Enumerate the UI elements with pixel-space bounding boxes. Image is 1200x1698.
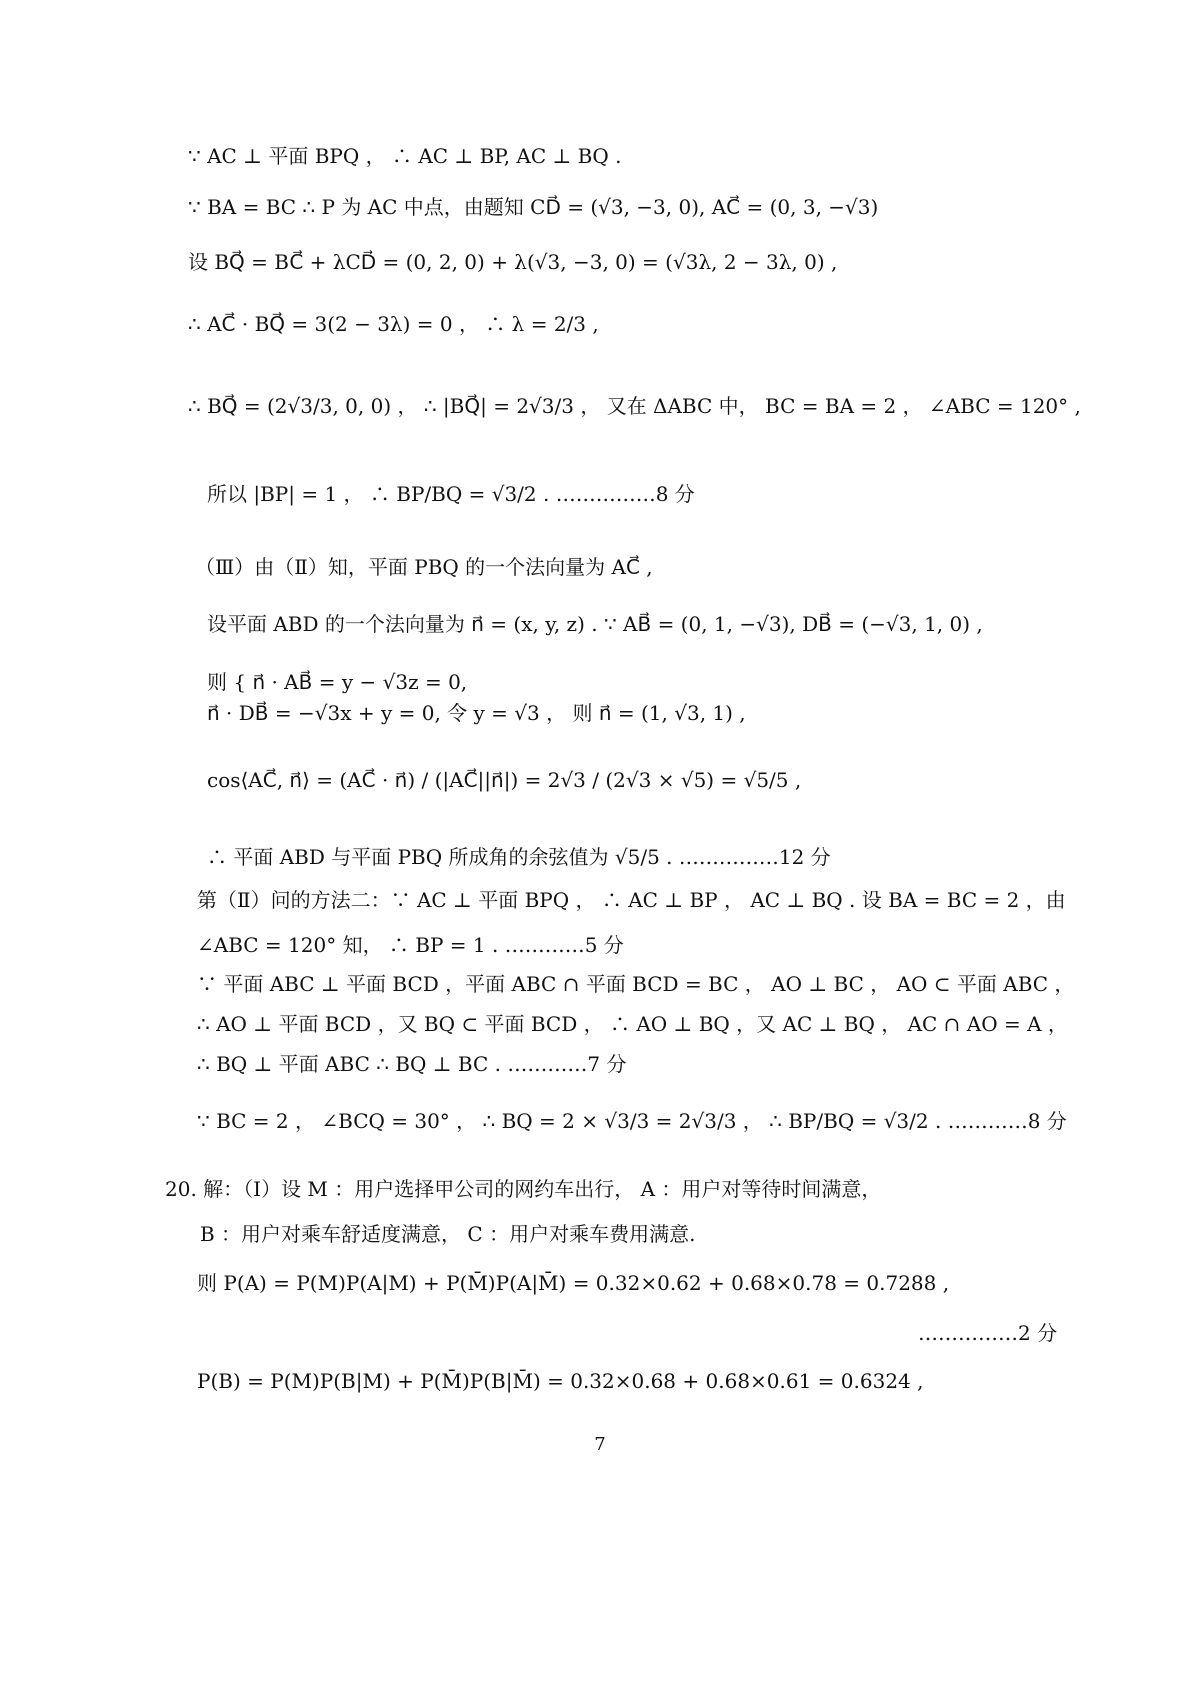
- text-line: ∵ BC = 2 ， ∠BCQ = 30° ， ∴ BQ = 2 × √3/3 = 2√3/3 ， ∴ BP/BQ = √3/2 . …………8 分: [197, 1109, 1067, 1133]
- text-line: 设 BQ⃗ = BC⃗ + λCD⃗ = (0, 2, 0) + λ(√3, −3, 0) = (√3λ, 2 − 3λ, 0) ,: [188, 250, 838, 274]
- text-line: ∴ AC⃗ · BQ⃗ = 3(2 − 3λ) = 0 ， ∴ λ = 2/3 ,: [188, 312, 599, 336]
- section-heading: （Ⅲ）由（Ⅱ）知，平面 PBQ 的一个法向量为 AC⃗ ,: [195, 555, 653, 579]
- text-line: cos⟨AC⃗, n⃗⟩ = (AC⃗ · n⃗) / (|AC⃗||n⃗|) = 2√3 / (2√3 × √5) = √5/5 ,: [207, 768, 802, 792]
- text-line: ∴ BQ⃗ = (2√3/3, 0, 0) ， ∴ |BQ⃗| = 2√3/3 ， 又在 ΔABC 中， BC = BA = 2 ， ∠ABC = 120° ,: [188, 394, 1081, 418]
- score-marker: ……………2 分: [918, 1321, 1058, 1345]
- text-line: P(B) = P(M)P(B|M) + P(M̄)P(B|M̄) = 0.32×0.68 + 0.68×0.61 = 0.6324 ,: [197, 1369, 924, 1393]
- text-line: B ：用户对乘车舒适度满意， C ：用户对乘车费用满意.: [200, 1222, 696, 1246]
- text-line: ∵ AC ⊥ 平面 BPQ ， ∴ AC ⊥ BP, AC ⊥ BQ .: [188, 144, 622, 168]
- text-line: ∵ 平面 ABC ⊥ 平面 BCD ，平面 ABC ∩ 平面 BCD = BC ， AO ⊥ BC ， AO ⊂ 平面 ABC ，: [197, 972, 1075, 996]
- equation-system-line: n⃗ · DB⃗ = −√3x + y = 0, 令 y = √3 ， 则 n⃗ = (1, √3, 1) ,: [207, 701, 746, 725]
- problem-heading: 20. 解：（Ⅰ）设 M ：用户选择甲公司的网约车出行， A ：用户对等待时间满意，: [165, 1177, 882, 1201]
- text-line: ∵ BA = BC ∴ P 为 AC 中点，由题知 CD⃗ = (√3, −3, 0), AC⃗ = (0, 3, −√3): [188, 195, 879, 219]
- text-line: ∴ 平面 ABD 与平面 PBQ 所成角的余弦值为 √5/5 . ……………12 分: [207, 845, 831, 869]
- page-number: 7: [594, 1434, 606, 1455]
- text-line: 则 P(A) = P(M)P(A|M) + P(M̄)P(A|M̄) = 0.32×0.62 + 0.68×0.78 = 0.7288 ,: [197, 1271, 950, 1295]
- text-line: ∴ BQ ⊥ 平面 ABC ∴ BQ ⊥ BC . …………7 分: [197, 1052, 627, 1076]
- text-line: ∠ABC = 120° 知， ∴ BP = 1 . …………5 分: [197, 933, 624, 957]
- text-line: 设平面 ABD 的一个法向量为 n⃗ = (x, y, z) . ∵ AB⃗ = (0, 1, −√3), DB⃗ = (−√3, 1, 0) ,: [207, 612, 983, 636]
- text-line: 所以 |BP| = 1 ， ∴ BP/BQ = √3/2 . ……………8 分: [207, 482, 695, 506]
- text-line: 第（Ⅱ）问的方法二：∵ AC ⊥ 平面 BPQ ， ∴ AC ⊥ BP ， AC ⊥ BQ . 设 BA = BC = 2 ，由: [197, 888, 1066, 912]
- text-line: ∴ AO ⊥ 平面 BCD ，又 BQ ⊂ 平面 BCD ， ∴ AO ⊥ BQ ，又 AC ⊥ BQ ， AC ∩ AO = A ，: [197, 1012, 1068, 1036]
- equation-system-line: 则 { n⃗ · AB⃗ = y − √3z = 0,: [207, 670, 468, 694]
